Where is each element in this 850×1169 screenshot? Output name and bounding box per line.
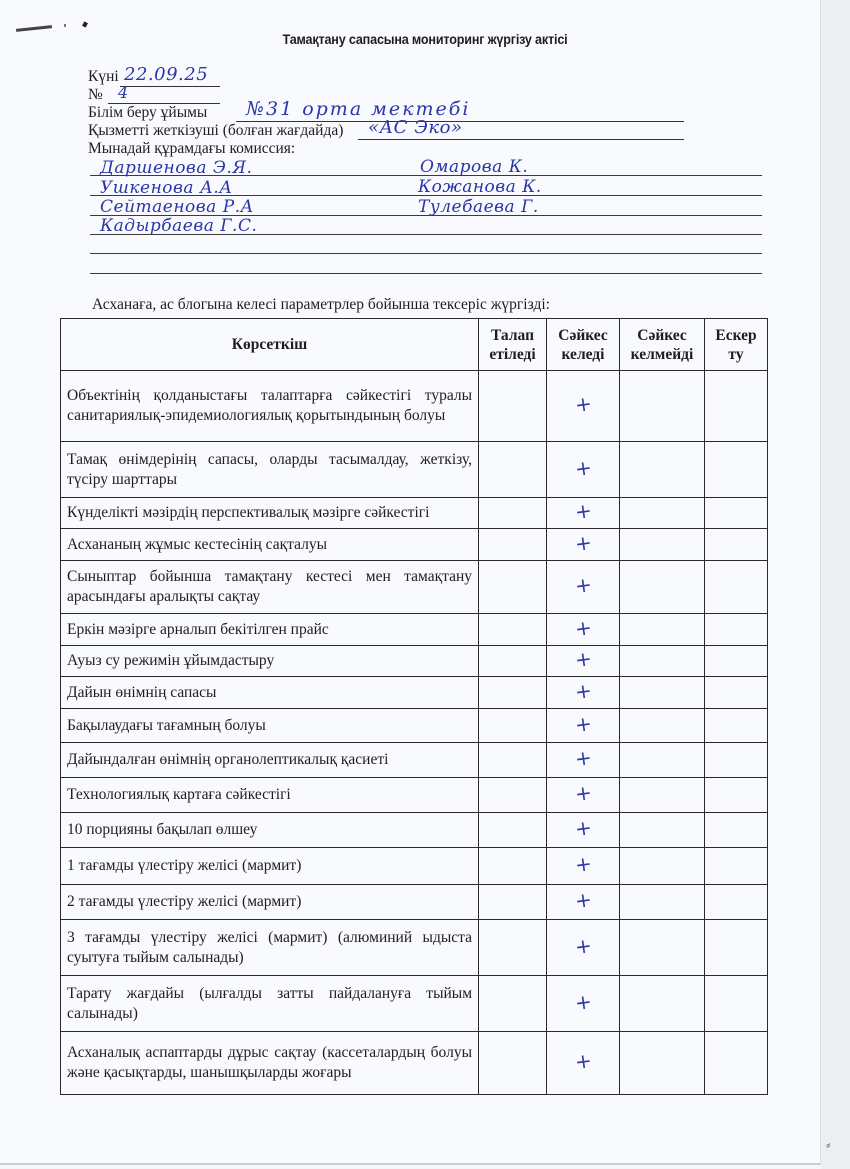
table-row [61, 677, 768, 709]
compliant-cell[interactable] [547, 743, 620, 778]
page-edge [821, 0, 850, 1169]
check-mark-icon: + [573, 571, 593, 599]
check-mark-icon: + [573, 932, 593, 959]
supplier-field [88, 122, 343, 140]
table-row [61, 371, 768, 442]
noncompliant-cell[interactable] [620, 442, 705, 498]
check-mark-icon: + [573, 988, 593, 1015]
noncompliant-cell[interactable] [620, 813, 705, 848]
check-mark-icon: + [573, 886, 593, 914]
compliant-cell[interactable] [547, 920, 620, 976]
date-field [88, 68, 119, 86]
indicator-cell: Еркін мәзірге арналып бекітілген прайс [61, 614, 479, 646]
check-mark-icon: + [573, 614, 593, 641]
check-mark-icon: + [573, 779, 593, 807]
date-value[interactable]: 22.09.25 [124, 64, 209, 85]
commission-member: Ушкенова А.А [100, 178, 233, 198]
required-cell[interactable] [479, 1032, 547, 1095]
table-row [61, 498, 768, 529]
table-row [61, 885, 768, 920]
commission-label: Мынадай құрамдағы комиссия: [88, 140, 296, 157]
noncompliant-cell[interactable] [620, 498, 705, 529]
indicator-cell: Тарату жағдайы (ылғалды затты пайдалануға тыйым салынады) [61, 976, 479, 1032]
header-compliant: Сәйкес келеді [547, 319, 620, 371]
note-cell[interactable] [705, 885, 768, 920]
compliant-cell[interactable] [547, 1032, 620, 1095]
supplier-label: Қызметті жеткізуші (болған жағдайда) [88, 122, 344, 139]
note-cell[interactable] [705, 848, 768, 885]
number-label: № [88, 86, 103, 103]
commission-field [88, 140, 295, 158]
noncompliant-cell[interactable] [620, 677, 705, 709]
commission-member: Сейтаенова Р.А [100, 197, 254, 217]
required-cell[interactable] [479, 498, 547, 529]
org-field [88, 104, 207, 122]
table-row [61, 561, 768, 614]
header-required: Талап етіледі [479, 319, 547, 371]
note-cell[interactable] [705, 778, 768, 813]
indicator-cell: 10 порцияны бақылап өлшеу [61, 813, 479, 848]
required-cell[interactable] [479, 885, 547, 920]
indicator-cell: 1 тағамды үлестіру желісі (мармит) [61, 848, 479, 885]
table-row [61, 778, 768, 813]
noncompliant-cell[interactable] [620, 976, 705, 1032]
supplier-underline [358, 139, 684, 140]
indicator-cell: Асханалық аспаптарды дұрыс сақтау (кассеталардың болуы және қасықтарды, шанышқыларды жоғары [61, 1032, 479, 1095]
note-cell[interactable] [705, 498, 768, 529]
header-indicator: Көрсеткіш [61, 319, 479, 371]
compliant-cell[interactable] [547, 442, 620, 498]
note-cell[interactable] [705, 709, 768, 743]
note-cell[interactable] [705, 561, 768, 614]
table-row [61, 920, 768, 976]
noncompliant-cell[interactable] [620, 529, 705, 561]
inspection-intro: Асханаға, ас блогына келесі параметрлер бойынша тексеріс жүргізді: [92, 296, 550, 313]
table-row [61, 709, 768, 743]
note-cell[interactable] [705, 1032, 768, 1095]
required-cell[interactable] [479, 920, 547, 976]
compliant-cell[interactable] [547, 709, 620, 743]
check-mark-icon: + [573, 645, 593, 673]
document-title: Тамақтану сапасына мониторинг жүргізу актісі [282, 31, 568, 47]
required-cell[interactable] [479, 561, 547, 614]
note-cell[interactable] [705, 920, 768, 976]
note-cell[interactable] [705, 614, 768, 646]
supplier-value[interactable]: «АС Эко» [368, 117, 463, 138]
table-row [61, 813, 768, 848]
indicator-cell: Дайын өнімнің сапасы [61, 677, 479, 709]
indicator-cell: 2 тағамды үлестіру желісі (мармит) [61, 885, 479, 920]
check-mark-icon: + [573, 390, 593, 418]
noncompliant-cell[interactable] [620, 646, 705, 677]
indicator-cell: Ауыз су режимін ұйымдастыру [61, 646, 479, 677]
compliant-cell[interactable] [547, 885, 620, 920]
noncompliant-cell[interactable] [620, 614, 705, 646]
commission-member: Тулебаева Г. [418, 197, 539, 217]
compliant-cell[interactable] [547, 848, 620, 885]
required-cell[interactable] [479, 743, 547, 778]
table-row [61, 646, 768, 677]
date-underline [120, 86, 220, 87]
table-row [61, 1032, 768, 1095]
check-mark-icon: + [573, 454, 593, 481]
compliant-cell[interactable] [547, 813, 620, 848]
org-label: Білім беру ұйымы [88, 104, 208, 121]
noncompliant-cell[interactable] [620, 778, 705, 813]
compliant-cell[interactable] [547, 371, 620, 442]
noncompliant-cell[interactable] [620, 371, 705, 442]
compliant-cell[interactable] [547, 614, 620, 646]
note-cell[interactable] [705, 646, 768, 677]
compliant-cell[interactable] [547, 561, 620, 614]
required-cell[interactable] [479, 371, 547, 442]
commission-line [90, 253, 762, 254]
noncompliant-cell[interactable] [620, 561, 705, 614]
compliant-cell[interactable] [547, 778, 620, 813]
check-mark-icon: + [573, 744, 593, 772]
required-cell[interactable] [479, 442, 547, 498]
noncompliant-cell[interactable] [620, 848, 705, 885]
inspection-table [60, 318, 768, 1095]
number-value[interactable]: 4 [118, 83, 129, 102]
commission-member: Кожанова К. [418, 177, 542, 197]
check-mark-icon: + [573, 850, 593, 878]
required-cell[interactable] [479, 778, 547, 813]
check-mark-icon: + [573, 677, 593, 704]
required-cell[interactable] [479, 614, 547, 646]
check-mark-icon: + [573, 1047, 593, 1075]
required-cell[interactable] [479, 848, 547, 885]
noncompliant-cell[interactable] [620, 743, 705, 778]
note-cell[interactable] [705, 813, 768, 848]
header-noncompliant: Сәйкес келмейді [620, 319, 705, 371]
check-mark-icon: + [573, 529, 593, 556]
note-cell[interactable] [705, 442, 768, 498]
indicator-cell: Асхананың жұмыс кестесінің сақталуы [61, 529, 479, 561]
required-cell[interactable] [479, 976, 547, 1032]
date-label: Күні [88, 68, 119, 85]
commission-member: Кадырбаева Г.С. [100, 216, 258, 236]
required-cell[interactable] [479, 677, 547, 709]
compliant-cell[interactable] [547, 529, 620, 561]
required-cell[interactable] [479, 529, 547, 561]
table-row [61, 614, 768, 646]
commission-line [90, 273, 762, 274]
required-cell[interactable] [479, 813, 547, 848]
indicator-cell: 3 тағамды үлестіру желісі (мармит) (алюминий ыдыста суытуға тыйым салынады) [61, 920, 479, 976]
table-row [61, 743, 768, 778]
note-cell[interactable] [705, 677, 768, 709]
table-row [61, 442, 768, 498]
compliant-cell[interactable] [547, 498, 620, 529]
noncompliant-cell[interactable] [620, 920, 705, 976]
check-mark-icon: + [573, 814, 593, 842]
number-field [88, 86, 103, 104]
indicator-cell: Технологиялық картаға сәйкестігі [61, 778, 479, 813]
check-mark-icon: + [573, 710, 593, 737]
note-cell[interactable] [705, 743, 768, 778]
table-row [61, 529, 768, 561]
indicator-cell: Күнделікті мәзірдің перспективалық мәзірге сәйкестігі [61, 498, 479, 529]
indicator-cell: Объектінің қолданыстағы талаптарға сәйкестігі туралы санитариялық-эпидемиологиялық қорытындының болуы [61, 371, 479, 442]
check-mark-icon: + [573, 497, 593, 525]
commission-member: Даршенова Э.Я. [100, 158, 253, 178]
noncompliant-cell[interactable] [620, 709, 705, 743]
scan-mark: ⸗ [826, 1138, 831, 1153]
table-row [61, 976, 768, 1032]
note-cell[interactable] [705, 976, 768, 1032]
org-value[interactable]: №31 орта мектебі [246, 98, 471, 120]
noncompliant-cell[interactable] [620, 885, 705, 920]
indicator-cell: Тамақ өнімдерінің сапасы, оларды тасымалдау, жеткізу, түсіру шарттары [61, 442, 479, 498]
compliant-cell[interactable] [547, 646, 620, 677]
compliant-cell[interactable] [547, 976, 620, 1032]
header-note: Ескер ту [705, 319, 768, 371]
table-header-row [61, 319, 768, 371]
required-cell[interactable] [479, 646, 547, 677]
noncompliant-cell[interactable] [620, 1032, 705, 1095]
required-cell[interactable] [479, 709, 547, 743]
note-cell[interactable] [705, 529, 768, 561]
indicator-cell: Бақылаудағы тағамның болуы [61, 709, 479, 743]
note-cell[interactable] [705, 371, 768, 442]
commission-member: Омарова К. [420, 157, 529, 177]
indicator-cell: Дайындалған өнімнің органолептикалық қасиеті [61, 743, 479, 778]
scan-mark [64, 24, 66, 27]
table-row [61, 848, 768, 885]
indicator-cell: Сыныптар бойынша тамақтану кестесі мен тамақтану арасындағы аралықты сақтау [61, 561, 479, 614]
compliant-cell[interactable] [547, 677, 620, 709]
